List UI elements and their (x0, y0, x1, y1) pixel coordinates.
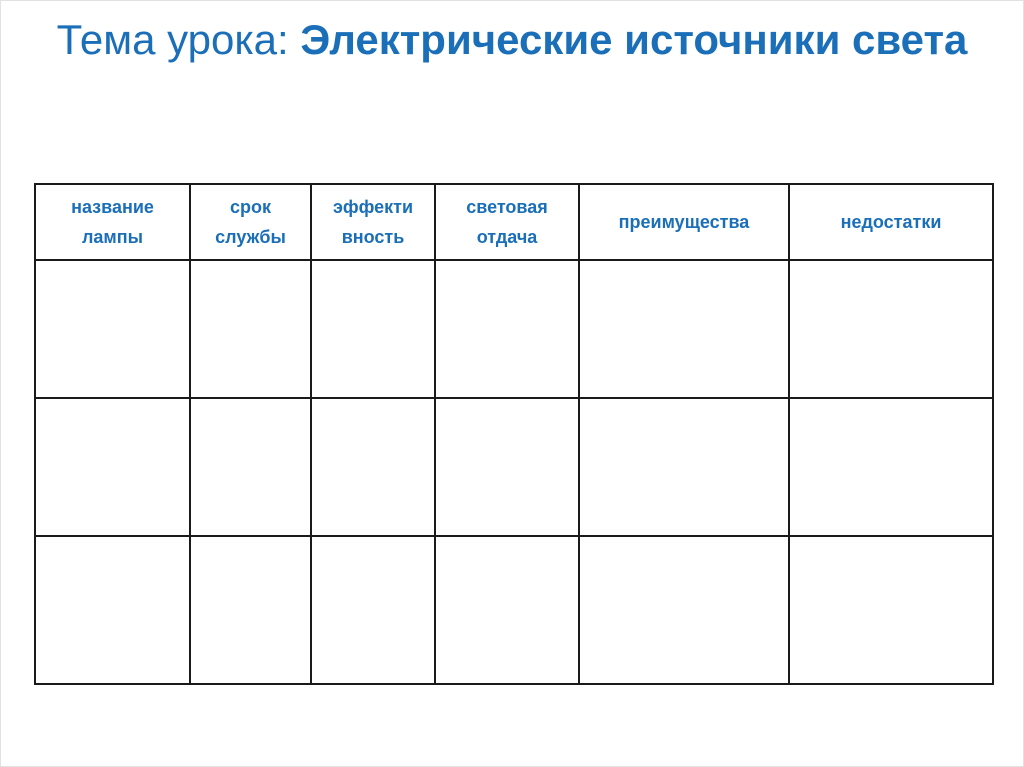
table-cell (579, 536, 789, 684)
column-header-lamp-name: название лампы (35, 184, 190, 260)
table-cell (435, 536, 579, 684)
column-header-disadvantages: недостатки (789, 184, 993, 260)
table-cell (579, 260, 789, 398)
title-prefix: Тема урока: (56, 16, 301, 63)
table-cell (190, 536, 311, 684)
table-cell (35, 260, 190, 398)
table-row (35, 398, 993, 536)
table-cell (190, 260, 311, 398)
table-row (35, 260, 993, 398)
table-cell (579, 398, 789, 536)
table-cell (311, 536, 435, 684)
table-cell (435, 260, 579, 398)
column-header-service-life: срок службы (190, 184, 311, 260)
table-cell (35, 536, 190, 684)
column-header-advantages: преимущества (579, 184, 789, 260)
table-cell (789, 260, 993, 398)
table-cell (789, 536, 993, 684)
table-cell (789, 398, 993, 536)
lamp-comparison-table (34, 183, 994, 685)
table-cell (190, 398, 311, 536)
table-cell (435, 398, 579, 536)
title-main: Электрические источники света (300, 16, 968, 63)
table-row (35, 536, 993, 684)
slide-title (21, 11, 1003, 69)
table-header-row (35, 184, 993, 260)
column-header-efficiency: эффекти вность (311, 184, 435, 260)
column-header-luminous-efficacy: световая отдача (435, 184, 579, 260)
table-cell (35, 398, 190, 536)
table-cell (311, 398, 435, 536)
table-cell (311, 260, 435, 398)
